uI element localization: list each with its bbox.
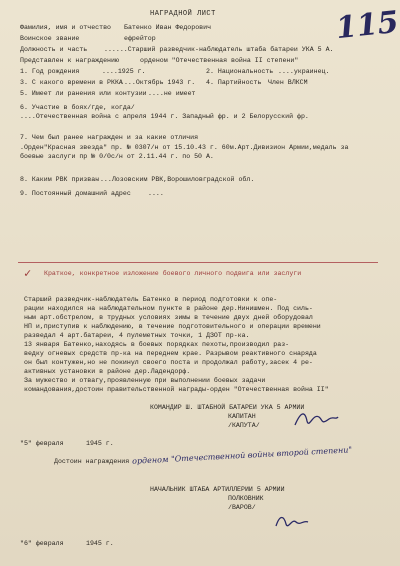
field-party-value: Член ВЛКСМ	[268, 79, 308, 86]
chief-date: "6" февраля	[20, 540, 64, 547]
chief-name: /ВАРОВ/	[228, 504, 256, 511]
field-name-value: Батенко Иван Федорович	[124, 24, 212, 31]
commander-date-year: 1945 г.	[86, 440, 114, 447]
field-rank-label: Воинское звание	[20, 35, 80, 42]
chief-signature	[272, 512, 314, 532]
narrative-line: ведку огневых средств пр-ка на переднем крае. Разрывом реактивного снаряда	[24, 350, 317, 357]
narrative-line: НП и,приступив к наблюдению, в течение подготовительного и операции времени	[24, 323, 321, 330]
narrative-line: 13 января Батенко,находясь в боевых порядках пехоты,производил раз-	[24, 341, 290, 348]
narrative-line: разведал 4 арт.батареи, 4 пулеметных точки, 1 ДЗОТ пр-ка.	[24, 332, 250, 339]
field-service-label: 3. С какого времени в РККА	[20, 79, 123, 86]
document-title: НАГРАДНОЙ ЛИСТ	[150, 10, 216, 18]
field-combat-value: ....Отечественная война с апреля 1944 г. Западный фр. и 2 Белорусский фр.	[20, 113, 309, 120]
field-party-label: 4. Партийность	[206, 79, 262, 86]
field-service-value: ....Октябрь 1943 г.	[120, 79, 196, 86]
chief-title: НАЧАЛЬНИК ШТАБА АРТИЛЛЕРИИ 5 АРМИИ	[150, 486, 285, 493]
chief-rank: ПОЛКОВНИК	[228, 495, 264, 502]
commander-title: КОМАНДИР Ш. ШТАБНОЙ БАТАРЕИ УКА 5 АРМИИ	[150, 404, 305, 411]
field-previous-awards-value: .Орден"Красная звезда" пр. № 0307/н от 15.10.43 г. 60м.Арт.Дивизион Армии,медаль за боевые заслуги пр № 0/0с/н от 2.11.44 г. по 50 А.	[20, 144, 349, 160]
narrative-line: За мужество и отвагу,проявленную при выполнении боевых задачи	[24, 377, 266, 384]
section-divider	[18, 262, 378, 263]
check-mark-icon: ✓	[24, 267, 32, 281]
chief-date-year: 1945 г.	[86, 540, 114, 547]
commander-date: "5" февраля	[20, 440, 64, 447]
field-position-value: ......Старший разведчик-наблюдатель штаба батареи УКА 5 А.	[104, 46, 334, 53]
narrative-line: он был контужен,но не покинул своего поста и продолжал работу,засек 4 ре-	[24, 359, 313, 366]
section-heading: Краткое, конкретное изложение боевого личного подвига или заслуги	[44, 270, 302, 277]
field-name-label: Фамилия, имя и отчество	[20, 24, 112, 31]
commander-name: /КАПУТА/	[228, 422, 260, 429]
field-award-label: Представлен к награждению	[20, 57, 119, 64]
field-position-label: Должность и часть	[20, 46, 88, 53]
commander-signature	[292, 408, 340, 430]
field-rank-value: ефрейтор	[124, 35, 156, 42]
field-address-value: ....	[148, 190, 164, 197]
field-draft-value: ....Лозовским РВК,Ворошиловградской обл.	[96, 176, 255, 183]
field-wounds-label: 5. Имеет ли ранения или контузии	[20, 90, 147, 97]
field-combat-label: 6. Участие в боях/где, когда/	[20, 104, 135, 111]
field-address-label: 9. Постоянный домашний адрес	[20, 190, 131, 197]
field-wounds-value: ....не имеет	[148, 90, 196, 97]
commander-rank: КАПИТАН	[228, 413, 256, 420]
field-draft-label: 8. Каким РВК призван	[20, 176, 100, 183]
field-nationality-value: ....украинец.	[278, 68, 330, 75]
conclusion-label: Достоин награждения	[54, 458, 130, 465]
field-previous-awards-label: 7. Чем был ранее награжден и за какие отличия	[20, 134, 199, 141]
field-award-value: орденом "Отечественная война II степени"	[140, 57, 299, 64]
narrative-line: Старший разведчик-наблюдатель Батенко в период подготовки к опе-	[24, 296, 278, 303]
narrative-line: рации находился на наблюдательном пункте в районе дер.Нинишмен. Под силь-	[24, 305, 313, 312]
narrative-line: ным арт.обстрелом, в трудных условиях зимы в течение двух дней оборудовал	[24, 314, 313, 321]
field-birth-value: ....1925 г.	[102, 68, 146, 75]
conclusion-handwritten: орденом "Отечественной войны второй степени"	[131, 445, 353, 466]
field-nationality-label: 2. Национальность	[206, 68, 274, 75]
field-birth-label: 1. Год рождения	[20, 68, 80, 75]
archive-number: 115	[334, 4, 400, 47]
narrative-line: активных установки в районе дер.Ладендорф.	[24, 368, 191, 375]
narrative-line: командования,достоин правительственной награды-орден "Отечественная война II"	[24, 386, 329, 393]
